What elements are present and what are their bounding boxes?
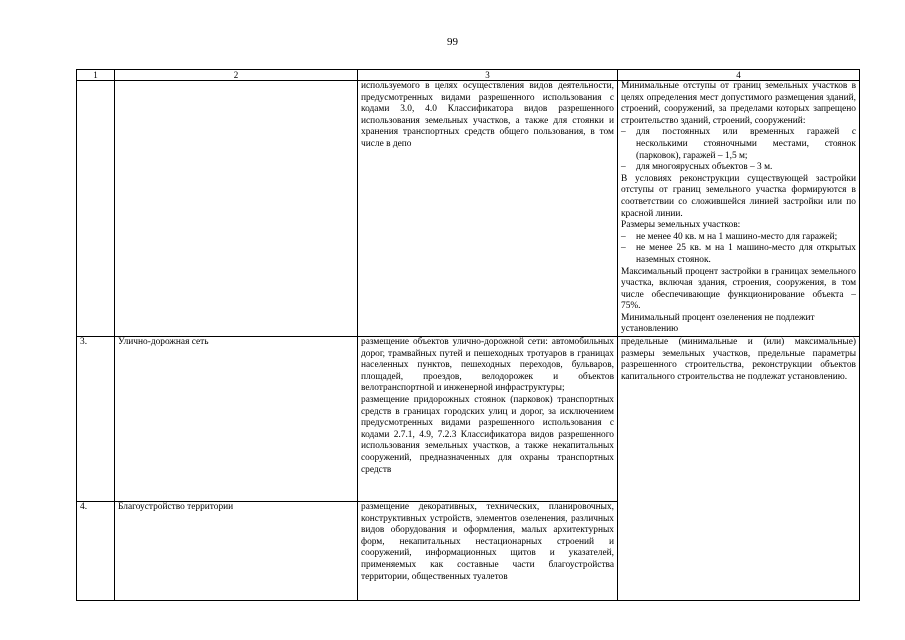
header-col-2: 2 — [115, 70, 358, 81]
header-col-1: 1 — [77, 70, 115, 81]
list-item-text: для многоярусных объектов – 3 м. — [636, 162, 773, 173]
list-item-text: не менее 25 кв. м на 1 машино-место для открытых наземных стоянок. — [636, 243, 856, 265]
cont-params-cell — [618, 81, 860, 337]
plot-size-heading: Размеры земельных участков: — [621, 220, 741, 231]
header-col-4: 4 — [618, 70, 860, 81]
list-item — [621, 232, 856, 244]
cont-num-cell — [77, 81, 115, 337]
table-row-3 — [77, 337, 860, 502]
min-greenery-paragraph: Минимальный процент озеленения не подлежит установлению — [621, 312, 815, 335]
row-number: 4. — [77, 502, 115, 601]
page-number: 99 — [447, 36, 458, 48]
list-item-text: для постоянных или временных гаражей с несколькими стояночными местами, стоянок (парковок), гаражей – 1,5 м; — [636, 127, 856, 161]
use-type-name: Улично-дорожная сеть — [115, 337, 358, 502]
dash-bullet: – — [621, 243, 626, 254]
cont-name-cell — [115, 81, 358, 337]
list-item — [621, 127, 856, 162]
header-col-3: 3 — [358, 70, 618, 81]
shared-params-cell: предельные (минимальные и (или) максимальные) размеры земельных участков, предельные параметры разрешенного строительства, реконструкции объектов капитального строительства не подлежат установлению. — [618, 337, 860, 601]
dash-bullet: – — [621, 162, 626, 173]
use-description-paragraph: размещение придорожных стоянок (парковок) транспортных средств в границах городских улиц и дорог, за исключением предусмотренных видами разрешенного использования с кодами 2.7.1, 4.9, 7.2.3 Классификатора видов разрешенного использования земельных участков, а также некапитальных сооружений, предназначенных для охраны транспортных средств — [361, 395, 614, 475]
cont-purpose-cell: используемого в целях осуществления видов деятельности, предусмотренных видами разрешенного использования с кодами 3.0, 4.0 Классификатора видов разрешенного использования земельных участков, а также для стоянки и хранения транспортных средств общего пользования, в том числе в депо — [358, 81, 618, 337]
land-use-table — [76, 69, 860, 601]
max-coverage-paragraph: Максимальный процент застройки в границах земельного участка, включая здания, строения, сооружения, в том числе обеспечивающие функционирование объекта – 75%. — [621, 266, 856, 312]
row-number: 3. — [77, 337, 115, 502]
use-description-cell: размещение декоративных, технических, планировочных, конструктивных устройств, элементов озеленения, различных видов оборудования и оформления, малых архитектурных форм, некапитальных нестационарных строений и сооружений, информационных щитов и указателей, применяемых как составные части благоустройства территории, общественных туалетов — [358, 502, 618, 601]
use-type-name: Благоустройство территории — [115, 502, 358, 601]
setback-paragraph: Минимальные отступы от границ земельных участков в целях определения мест допустимого размещения зданий, строений, сооружений, за пределами которых запрещено строительство зданий, строений, сооружений: — [621, 81, 856, 126]
table-row-continued — [77, 81, 860, 337]
reconstruction-paragraph: В условиях реконструкции существующей застройки отступы от границ земельного участка формируются в соответствии со сложившейся линией застройки или по красной линии. — [621, 173, 856, 219]
use-description-paragraph: размещение объектов улично-дорожной сети: автомобильных дорог, трамвайных путей и пешеходных тротуаров в границах населенных пунктов, пешеходных переходов, бульваров, площадей, проездов, велодорожек и объектов велотранспортной и инженерной инфраструктуры; — [361, 337, 614, 394]
list-item — [621, 243, 856, 266]
list-item — [621, 162, 856, 174]
use-description-cell — [358, 337, 618, 502]
list-item-text: не менее 40 кв. м на 1 машино-место для гаражей; — [636, 231, 838, 242]
dash-bullet: – — [621, 231, 626, 242]
dash-bullet: – — [621, 127, 626, 138]
header-row — [77, 70, 860, 81]
